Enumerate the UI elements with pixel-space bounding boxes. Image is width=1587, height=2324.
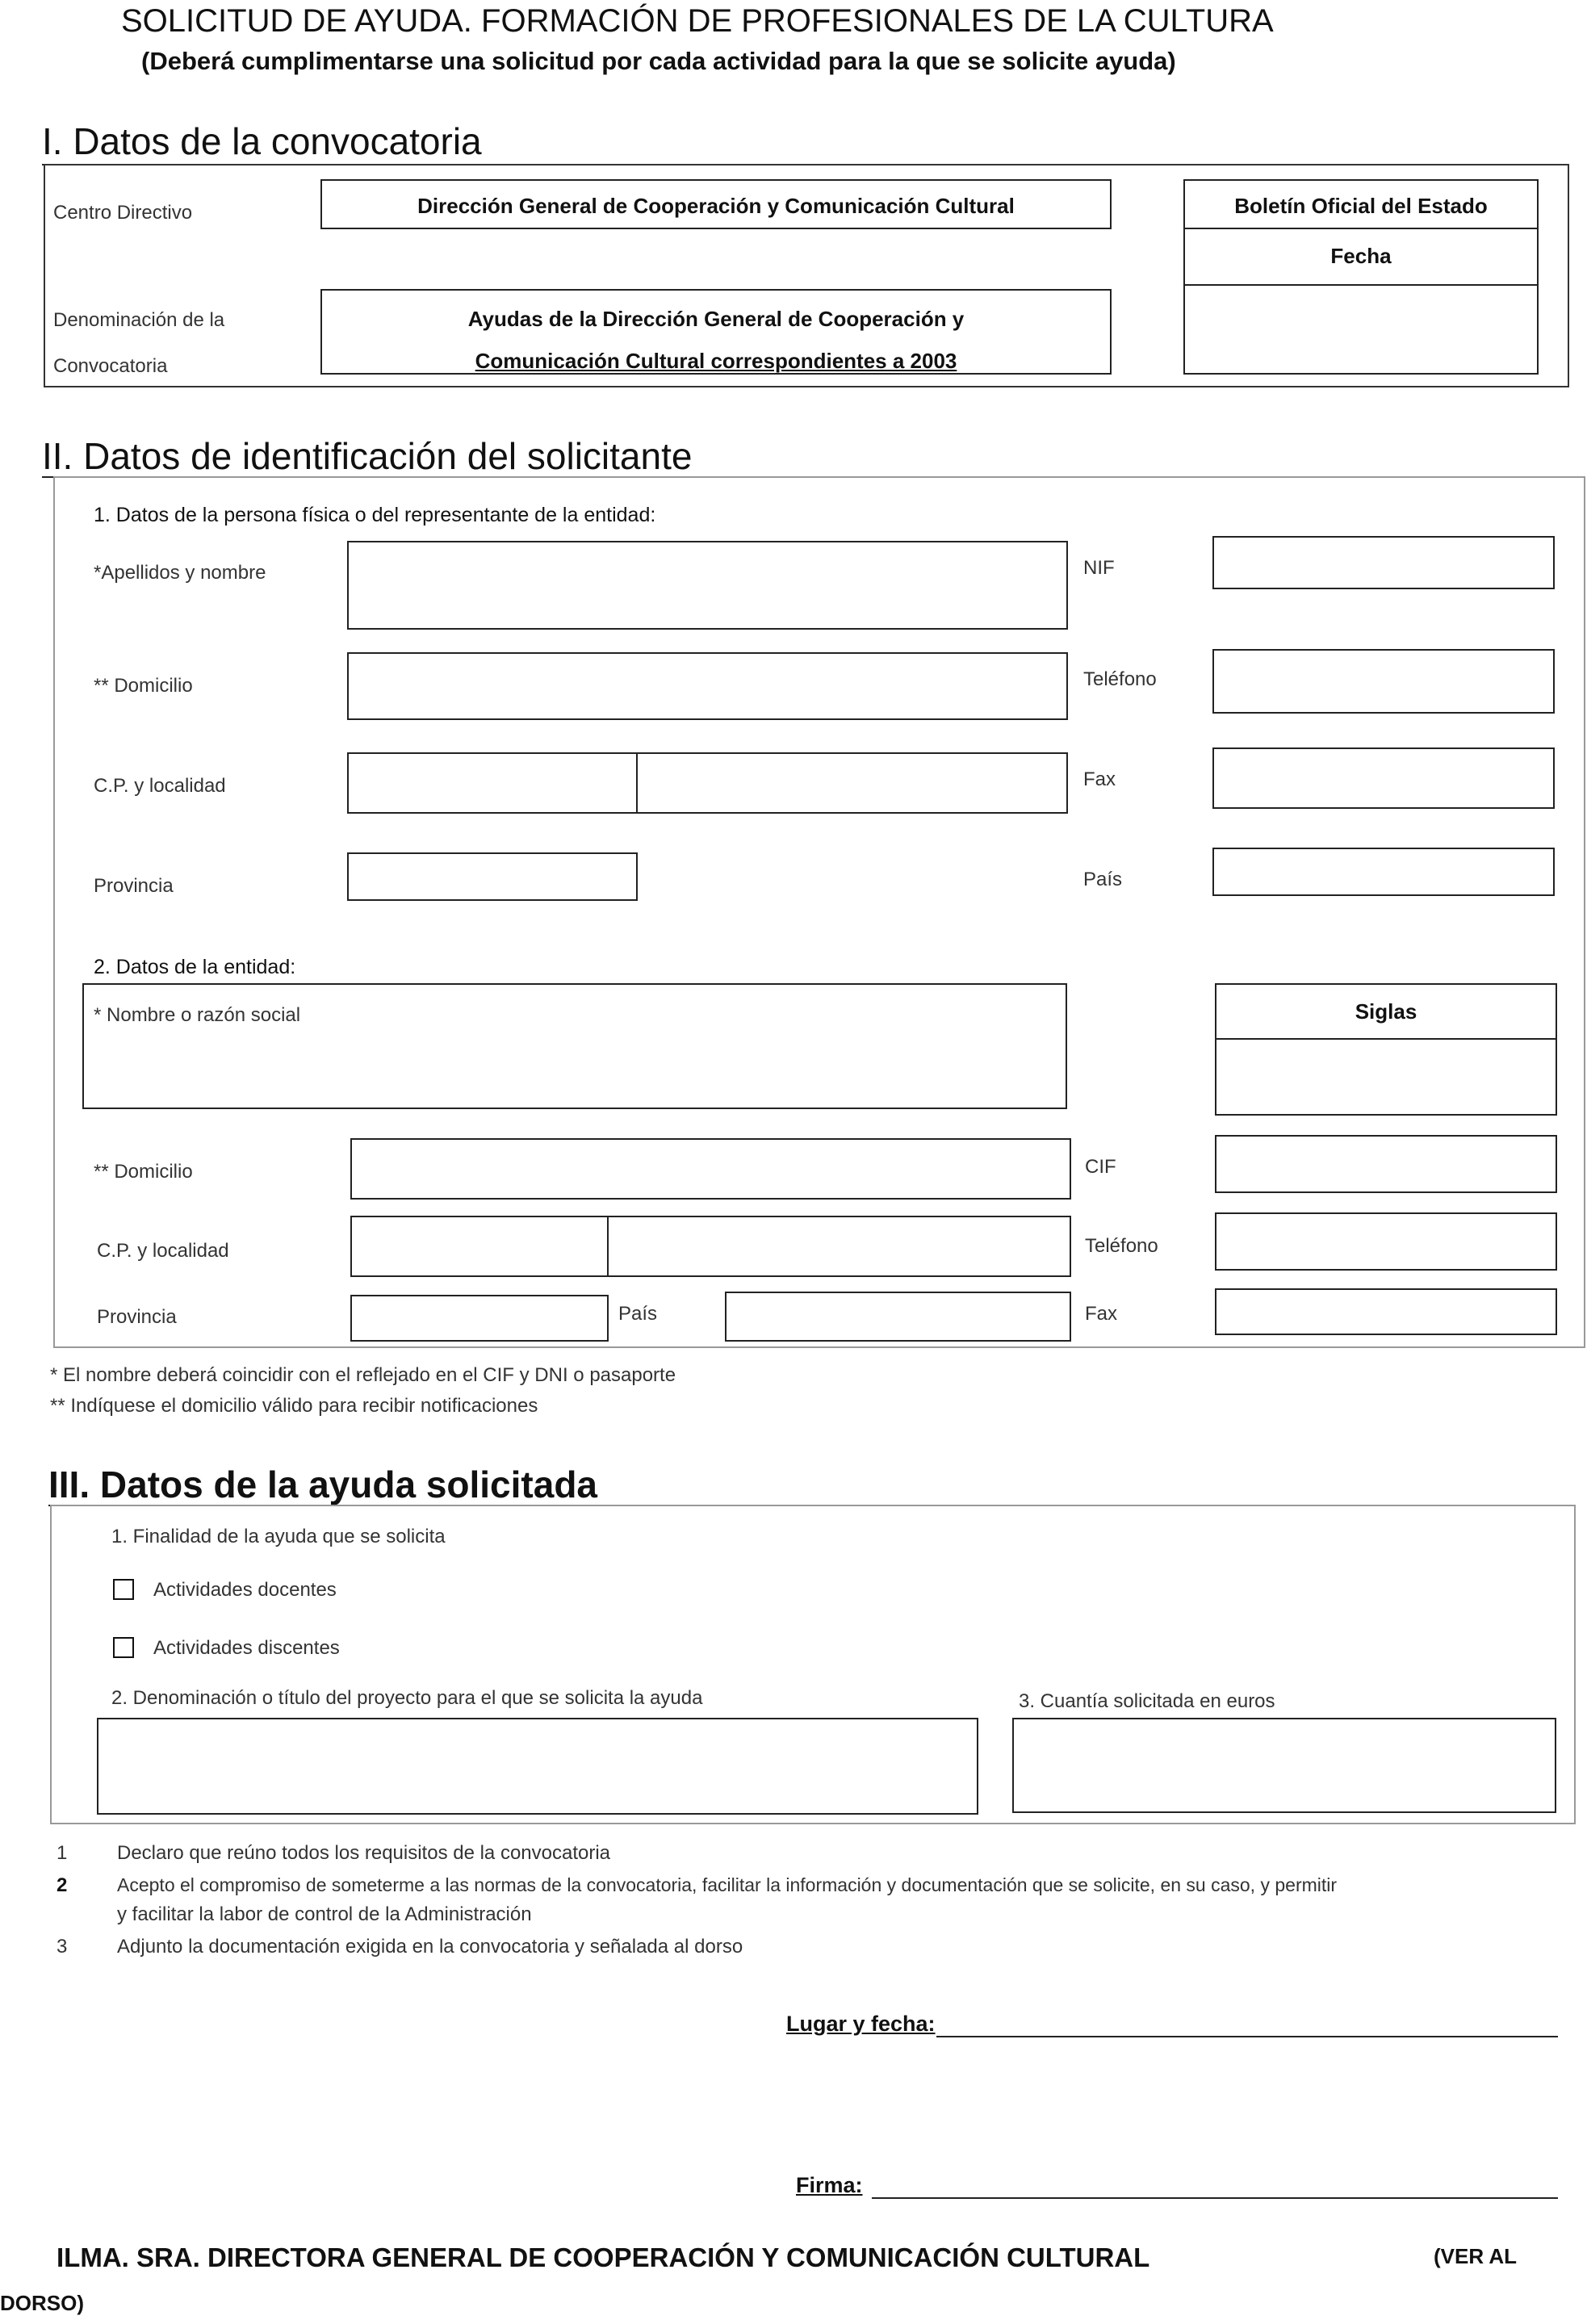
apellidos-label: *Apellidos y nombre <box>94 562 266 584</box>
cuantia-field[interactable] <box>1012 1718 1556 1813</box>
pais-field[interactable] <box>1212 848 1555 896</box>
docentes-label: Actividades docentes <box>153 1579 337 1601</box>
discentes-checkbox[interactable] <box>113 1637 134 1658</box>
siglas-box[interactable] <box>1215 983 1557 1116</box>
ver-al-dorso-1: (VER AL <box>1434 2244 1518 2268</box>
entity-localidad-field[interactable] <box>607 1216 1071 1277</box>
boe-label: Boletín Oficial del Estado <box>1234 194 1488 218</box>
cp-label: C.P. y localidad <box>94 775 226 797</box>
document-title: SOLICITUD DE AYUDA. FORMACIÓN DE PROFESIONALES DE LA CULTURA <box>121 3 1274 39</box>
provincia-field[interactable] <box>347 852 638 901</box>
entity-cp-field[interactable] <box>350 1216 609 1277</box>
fecha-label: Fecha <box>1330 244 1392 268</box>
document-subtitle: (Deberá cumplimentarse una solicitud por cada actividad para la que se solicite ayuda) <box>141 47 1176 75</box>
fax-field[interactable] <box>1212 747 1555 809</box>
docentes-checkbox[interactable] <box>113 1579 134 1600</box>
denominacion-value-1: Ayudas de la Dirección General de Cooperación y <box>467 307 965 331</box>
lugar-fecha-label: Lugar y fecha: <box>786 2012 936 2036</box>
domicilio-field[interactable] <box>347 652 1068 720</box>
nif-label: NIF <box>1083 557 1115 579</box>
declaration-1-text: Declaro que reúno todos los requisitos de la convocatoria <box>117 1842 611 1864</box>
entity-pais-field[interactable] <box>725 1292 1071 1342</box>
section-3-title: III. Datos de la ayuda solicitada <box>48 1463 598 1505</box>
discentes-label: Actividades discentes <box>153 1637 340 1659</box>
lugar-fecha-line[interactable] <box>936 2036 1558 2037</box>
firma-line[interactable] <box>872 2197 1558 2199</box>
section-2-title: II. Datos de identificación del solicitante <box>42 435 693 477</box>
cuantia-label: 3. Cuantía solicitada en euros <box>1019 1690 1275 1712</box>
denominacion-value-2: Comunicación Cultural correspondientes a 2003 <box>475 349 957 373</box>
entity-domicilio-field[interactable] <box>350 1138 1071 1200</box>
project-title-field[interactable] <box>97 1718 978 1815</box>
siglas-label: Siglas <box>1355 999 1417 1024</box>
boe-date-field[interactable] <box>1183 286 1539 375</box>
declaration-3-text: Adjunto la documentación exigida en la convocatoria y señalada al dorso <box>117 1936 743 1958</box>
section-1-title: I. Datos de la convocatoria <box>42 120 482 162</box>
localidad-field[interactable] <box>636 752 1068 814</box>
nif-field[interactable] <box>1212 536 1555 589</box>
entity-domicilio-label: ** Domicilio <box>94 1161 193 1183</box>
cif-label: CIF <box>1085 1156 1116 1178</box>
entity-fax-field[interactable] <box>1215 1288 1557 1335</box>
fax-label: Fax <box>1083 768 1116 790</box>
apellidos-field[interactable] <box>347 541 1068 630</box>
firma-label: Firma: <box>796 2173 863 2197</box>
note-1: * El nombre deberá coincidir con el reflejado en el CIF y DNI o pasaporte <box>50 1364 676 1386</box>
declaration-2-text: Acepto el compromiso de someterme a las normas de la convocatoria, facilitar la información y documentación que se solicite, en su caso, y permitir <box>117 1874 1338 1895</box>
entity-telefono-label: Teléfono <box>1085 1235 1158 1257</box>
denominacion-field[interactable] <box>320 289 1112 375</box>
addressee: ILMA. SRA. DIRECTORA GENERAL DE COOPERACIÓN Y COMUNICACIÓN CULTURAL <box>57 2242 1150 2272</box>
entity-heading: 2. Datos de la entidad: <box>94 956 296 978</box>
note-2: ** Indíquese el domicilio válido para recibir notificaciones <box>50 1395 538 1417</box>
declaration-1-num: 1 <box>57 1842 68 1864</box>
pais-label: País <box>1083 869 1123 890</box>
declaration-3-num: 3 <box>57 1936 68 1958</box>
entity-fax-label: Fax <box>1085 1303 1118 1325</box>
boe-box <box>1183 179 1539 286</box>
cp-field[interactable] <box>347 752 638 814</box>
centro-directivo-value: Dirección General de Cooperación y Comunicación Cultural <box>417 194 1015 218</box>
entity-cp-label: C.P. y localidad <box>97 1240 229 1262</box>
entity-provincia-field[interactable] <box>350 1295 609 1342</box>
telefono-field[interactable] <box>1212 649 1555 714</box>
person-heading: 1. Datos de la persona física o del representante de la entidad: <box>94 504 656 526</box>
entity-telefono-field[interactable] <box>1215 1212 1557 1271</box>
declaration-2-cont: y facilitar la labor de control de la Administración <box>117 1903 532 1925</box>
telefono-label: Teléfono <box>1083 668 1157 690</box>
centro-directivo-field[interactable] <box>320 179 1112 229</box>
finalidad-label: 1. Finalidad de la ayuda que se solicita <box>111 1526 446 1547</box>
entity-provincia-label: Provincia <box>97 1306 177 1328</box>
denominacion-label-2: Convocatoria <box>53 355 168 377</box>
nombre-razon-social-label: * Nombre o razón social <box>94 1004 301 1026</box>
nombre-razon-social-field[interactable] <box>82 983 1067 1109</box>
domicilio-label: ** Domicilio <box>94 675 193 697</box>
entity-pais-label: País <box>618 1303 658 1325</box>
project-title-label: 2. Denominación o título del proyecto para el que se solicita la ayuda <box>111 1687 703 1709</box>
provincia-label: Provincia <box>94 875 174 897</box>
declaration-2-num: 2 <box>57 1874 68 1896</box>
ver-al-dorso-2: DORSO) <box>0 2291 84 2315</box>
centro-directivo-label: Centro Directivo <box>53 202 193 224</box>
cif-field[interactable] <box>1215 1135 1557 1193</box>
denominacion-label-1: Denominación de la <box>53 309 225 331</box>
